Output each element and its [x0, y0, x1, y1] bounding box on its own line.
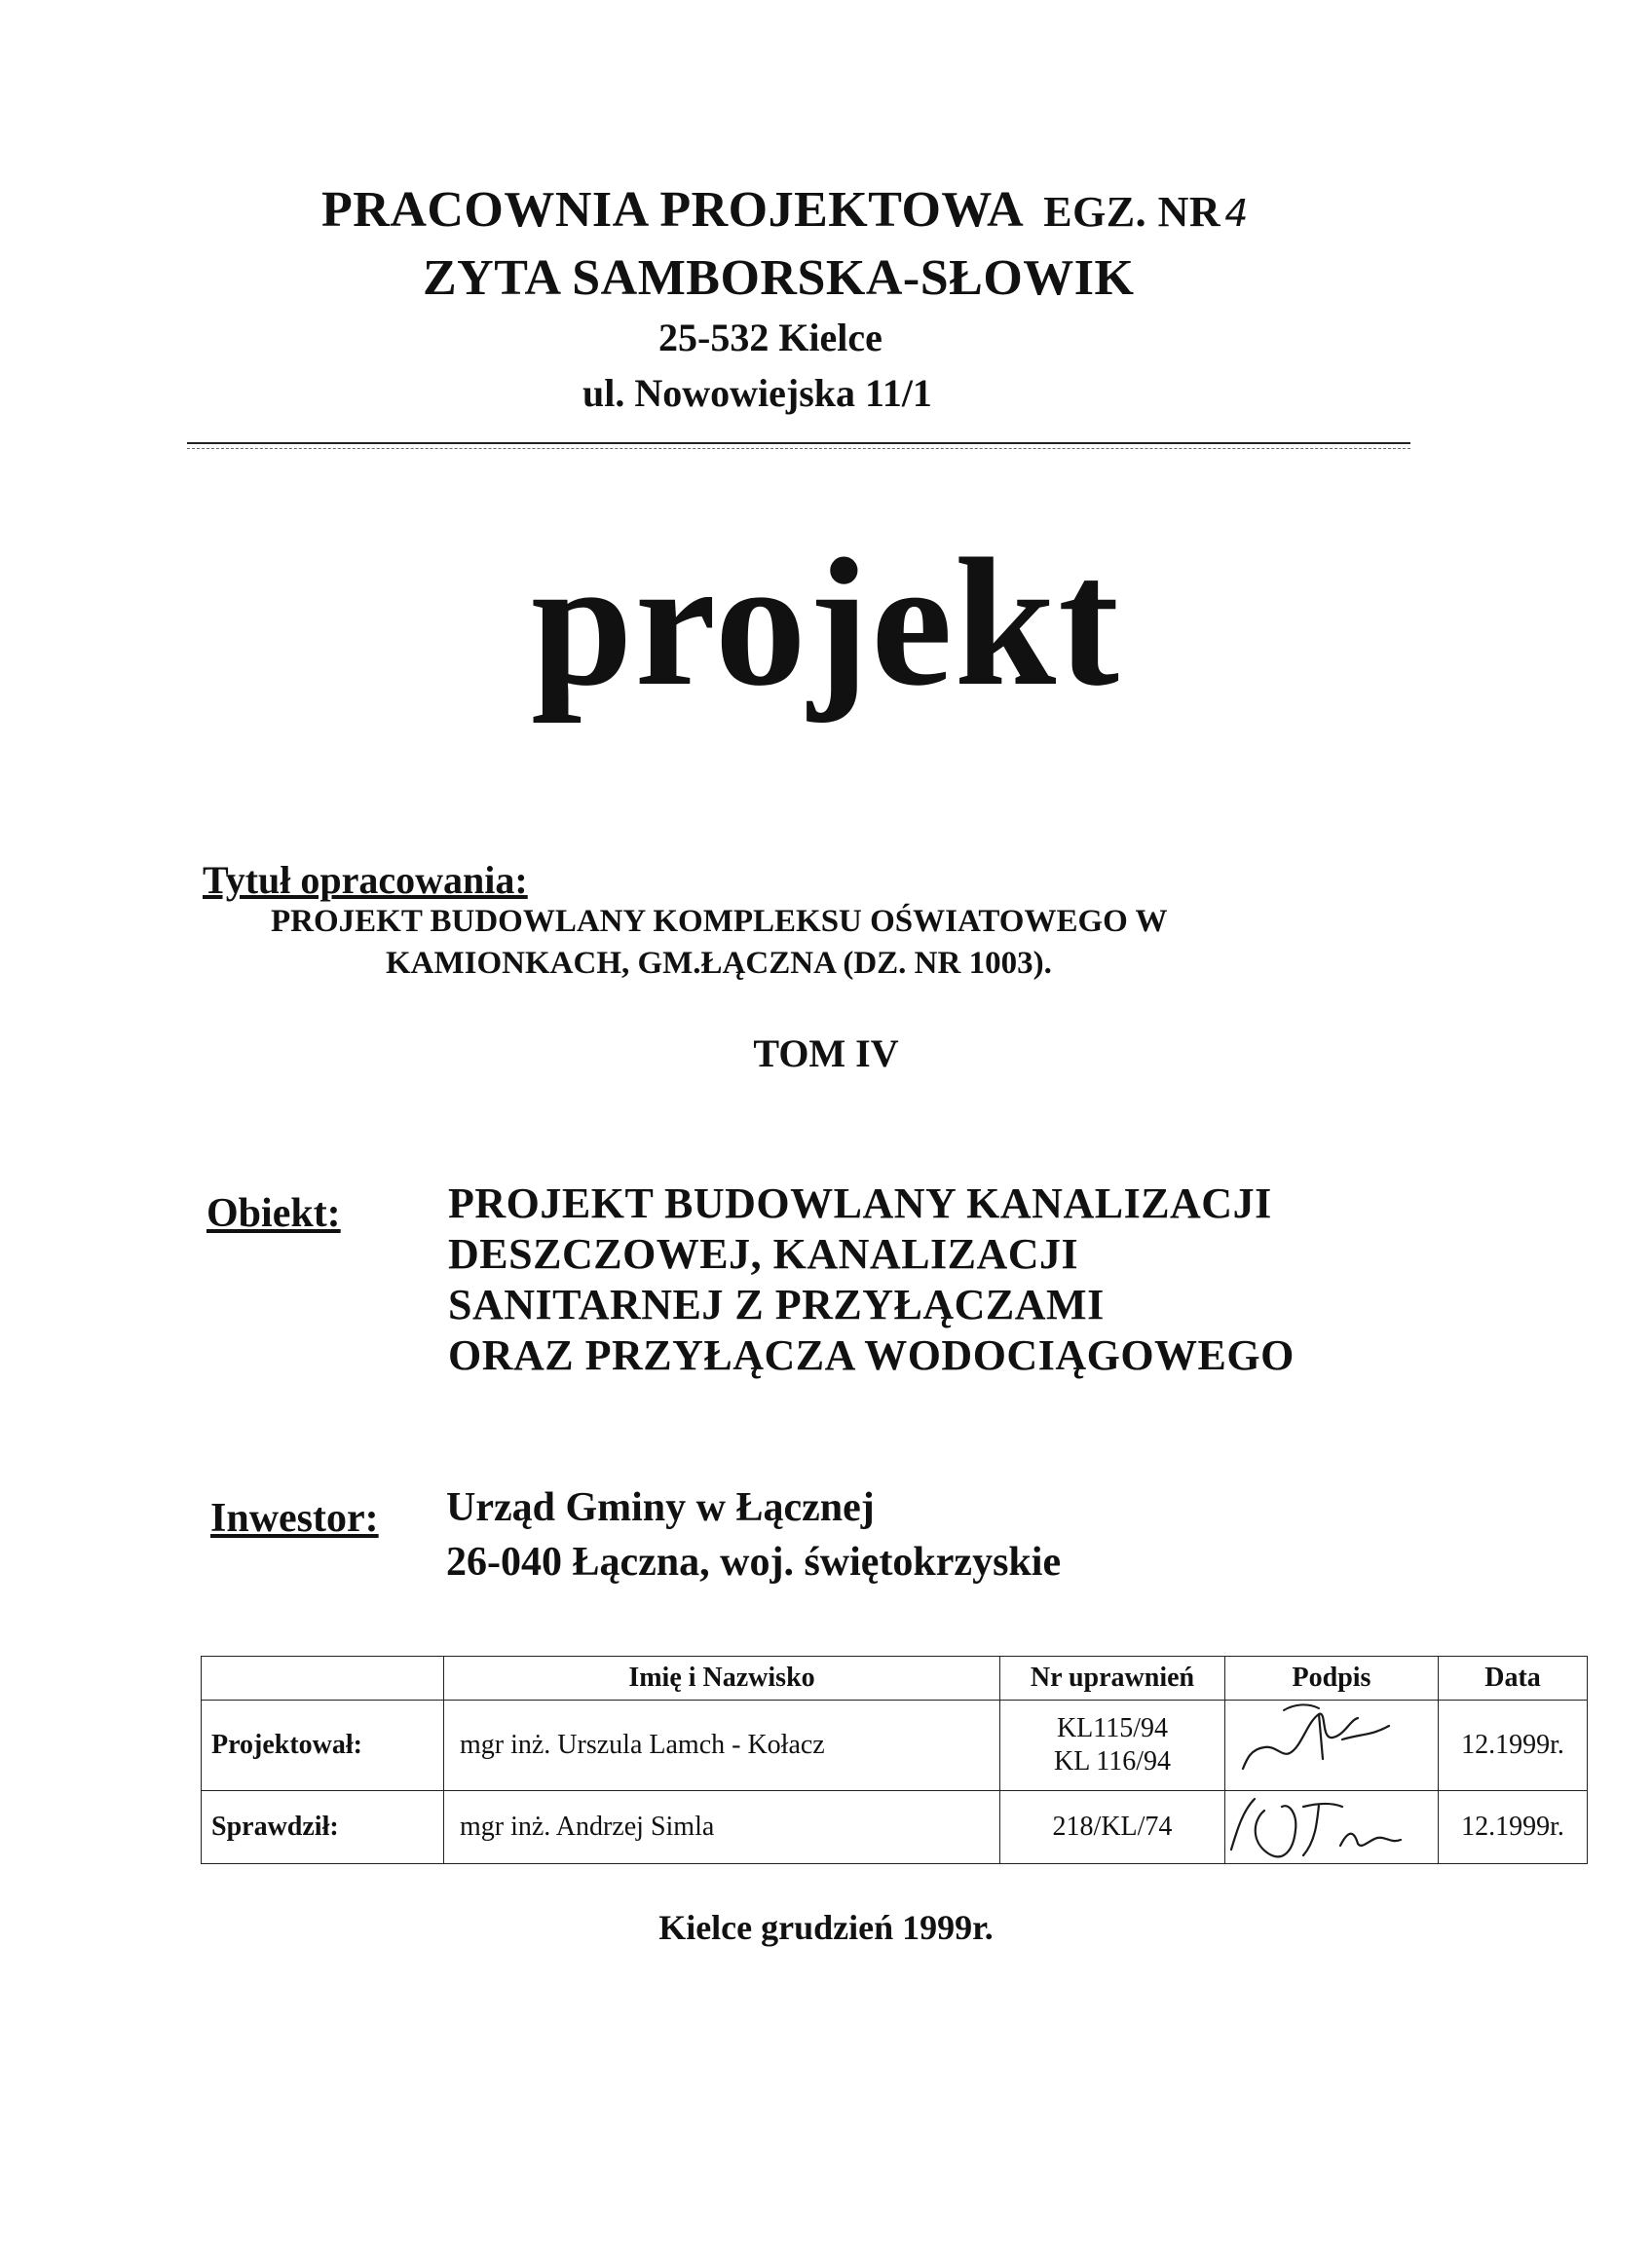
- table-header-row: [202, 1657, 1588, 1701]
- tytul-line-2: KAMIONKACH, GM.ŁĄCZNA (DZ. NR 1003).: [386, 946, 1052, 981]
- signature-cell: [1225, 1701, 1439, 1791]
- role-cell: Projektował:: [202, 1701, 444, 1791]
- obiekt-line-1: PROJEKT BUDOWLANY KANALIZACJI: [448, 1179, 1272, 1227]
- license-line-2: KL 116/94: [1053, 1746, 1172, 1776]
- table-header-cell-role: [202, 1657, 444, 1701]
- obiekt-line-2: DESZCZOWEJ, KANALIZACJI: [448, 1230, 1079, 1278]
- inwestor-line-1: Urząd Gminy w Łącznej: [446, 1485, 875, 1530]
- table-header-cell-name: Imię i Nazwisko: [444, 1657, 1000, 1701]
- volume-label: TOM IV: [753, 1031, 899, 1075]
- firm-postal-city: 25-532 Kielce: [658, 316, 882, 359]
- approval-table: [201, 1656, 1588, 1864]
- table-row: [202, 1791, 1588, 1864]
- firm-owner: ZYTA SAMBORSKA-SŁOWIK: [423, 250, 1135, 306]
- role-cell: Sprawdził:: [202, 1791, 444, 1864]
- table-header-cell-license: Nr uprawnień: [1000, 1657, 1225, 1701]
- copy-number: 4: [1224, 192, 1249, 235]
- table-header-cell-signature: Podpis: [1225, 1657, 1439, 1701]
- obiekt-description: [448, 1178, 1295, 1381]
- obiekt-line-4: ORAZ PRZYŁĄCZA WODOCIĄGOWEGO: [448, 1331, 1295, 1379]
- header-divider: [187, 442, 1410, 444]
- date-cell: 12.1999r.: [1439, 1701, 1588, 1791]
- license-line-1: KL115/94: [1056, 1713, 1169, 1743]
- table-header-cell-date: Data: [1439, 1657, 1588, 1701]
- inwestor-line-2: 26-040 Łączna, woj. świętokrzyskie: [446, 1540, 1062, 1585]
- document-type-title: projekt: [531, 520, 1121, 724]
- handwritten-signature-1: [1225, 1701, 1438, 1790]
- firm-name-line: [321, 181, 1249, 239]
- license-cell: [1000, 1701, 1225, 1791]
- license-cell: 218/KL/74: [1000, 1791, 1225, 1864]
- tytul-line-1: PROJEKT BUDOWLANY KOMPLEKSU OŚWIATOWEGO W: [271, 904, 1168, 939]
- name-cell: mgr inż. Andrzej Simla: [444, 1791, 1000, 1864]
- signature-cell: [1225, 1791, 1439, 1864]
- handwritten-signature-2: [1225, 1791, 1438, 1863]
- place-and-date: Kielce grudzień 1999r.: [658, 1908, 994, 1947]
- tytul-label: Tytuł opracowania:: [203, 858, 528, 902]
- copy-label: EGZ. NR: [1043, 188, 1221, 236]
- firm-name: PRACOWNIA PROJEKTOWA: [321, 182, 1025, 238]
- name-cell: mgr inż. Urszula Lamch - Kołacz: [444, 1701, 1000, 1791]
- header-divider-secondary: [187, 448, 1410, 449]
- inwestor-details: [446, 1480, 1061, 1590]
- obiekt-line-3: SANITARNEJ Z PRZYŁĄCZAMI: [448, 1281, 1105, 1328]
- table-row: [202, 1701, 1588, 1791]
- inwestor-label: Inwestor:: [210, 1496, 379, 1541]
- obiekt-label: Obiekt:: [206, 1191, 341, 1236]
- firm-street: ul. Nowowiejska 11/1: [582, 371, 932, 415]
- date-cell: 12.1999r.: [1439, 1791, 1588, 1864]
